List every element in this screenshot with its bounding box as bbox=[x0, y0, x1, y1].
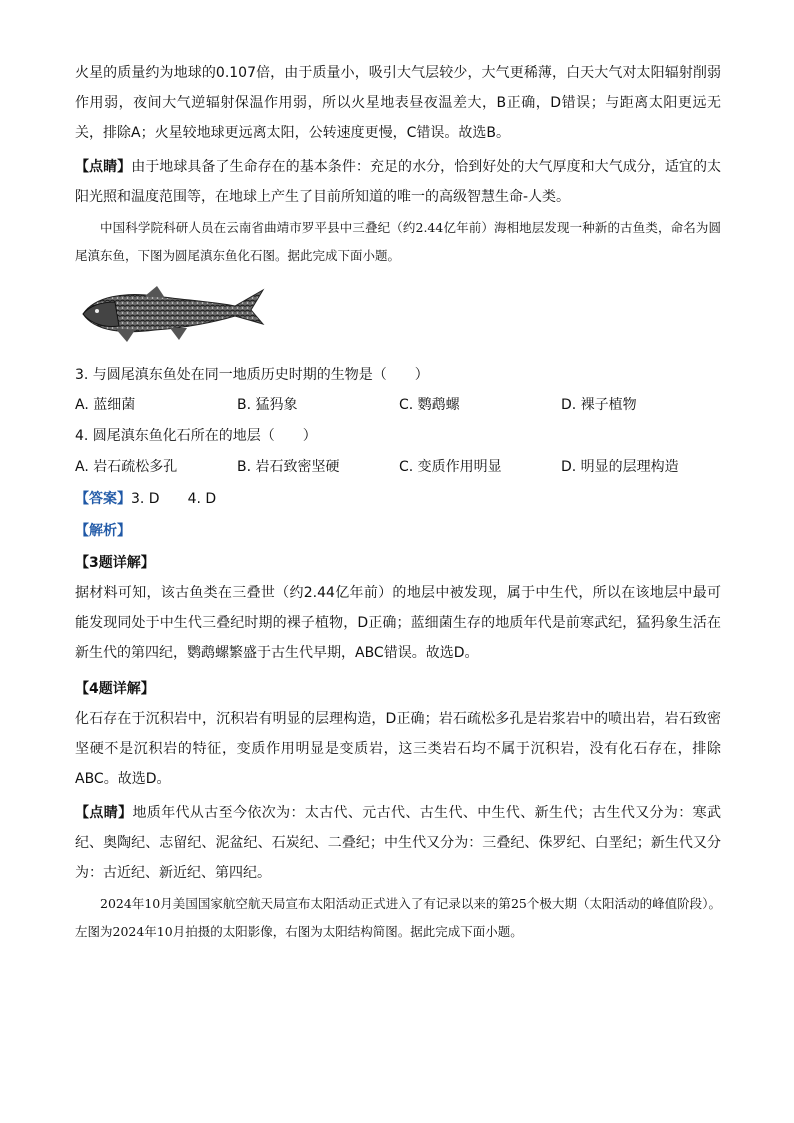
answer-line bbox=[75, 484, 721, 514]
tip-2-text: 地质年代从古至今依次为：太古代、元古代、古生代、中生代、新生代；古生代又分为：寒武纪、奥陶纪、志留纪、泥盆纪、石炭纪、二叠纪；中生代又分为：三叠纪、侏罗纪、白垩纪；新生代又分为：古近纪、新近纪、第四纪。 bbox=[75, 805, 722, 881]
explanation-paragraph: 火星的质量约为地球的0.107倍，由于质量小，吸引大气层较少，大气更稀薄，白天大气对太阳辐射削弱作用弱，夜间大气逆辐射保温作用弱，所以火星地表昼夜温差大，B正确，D错误；与距离太阳更远无关，排除A；火星较地球更远离太阳，公转速度更慢，C错误。故选B。 bbox=[75, 65, 721, 141]
question-4-options bbox=[75, 452, 721, 482]
answer-tag: 【答案】 bbox=[75, 491, 131, 507]
q4-option-a[interactable]: A. 岩石疏松多孔 bbox=[75, 459, 178, 475]
detail-4-text: 化石存在于沉积岩中，沉积岩有明显的层理构造，D正确；岩石疏松多孔是岩浆岩中的喷出岩，岩石致密坚硬不是沉积岩的特征，变质作用明显是变质岩，这三类岩石均不属于沉积岩，没有化石存在，排除ABC。故选D。 bbox=[75, 711, 721, 787]
material-paragraph-2: 2024年10月美国国家航空航天局宣布太阳活动正式进入了有记录以来的第25个极大期（太阳活动的峰值阶段）。左图为2024年10月拍摄的太阳影像，右图为太阳结构简图。据此完成下面小题。 bbox=[75, 896, 721, 939]
q4-option-d[interactable]: D. 明显的层理构造 bbox=[561, 459, 679, 475]
tip-tag: 【点睛】 bbox=[75, 159, 132, 175]
question-3-options bbox=[75, 390, 721, 420]
q3-option-d[interactable]: D. 裸子植物 bbox=[561, 397, 637, 413]
detail-4-heading: 【4题详解】 bbox=[75, 681, 155, 697]
q3-option-c[interactable]: C. 鹦鹉螺 bbox=[399, 397, 460, 413]
fish-fossil-image bbox=[75, 284, 265, 344]
tip-paragraph-2 bbox=[75, 798, 721, 888]
answer-text: 3. D 4. D bbox=[131, 491, 217, 507]
q4-option-c[interactable]: C. 变质作用明显 bbox=[399, 459, 502, 475]
analysis-heading: 【解析】 bbox=[75, 523, 131, 539]
detail-3-text: 据材料可知，该古鱼类在三叠世（约2.44亿年前）的地层中被发现，属于中生代，所以在该地层中最可能发现同处于中生代三叠纪时期的裸子植物，D正确；蓝细菌生存的地质年代是前寒武纪，猛犸象生活在新生代的第四纪，鹦鹉螺繁盛于古生代早期，ABC错误。故选D。 bbox=[75, 585, 721, 661]
material-paragraph-1: 中国科学院科研人员在云南省曲靖市罗平县中三叠纪（约2.44亿年前）海相地层发现一种新的古鱼类，命名为圆尾滇东鱼，下图为圆尾滇东鱼化石图。据此完成下面小题。 bbox=[75, 220, 721, 263]
tip-text: 由于地球具备了生命存在的基本条件：充足的水分，恰到好处的大气厚度和大气成分，适宜的太阳光照和温度范围等，在地球上产生了目前所知道的唯一的高级智慧生命-人类。 bbox=[75, 159, 722, 205]
detail-3-heading: 【3题详解】 bbox=[75, 555, 155, 571]
tip-2-tag: 【点睛】 bbox=[75, 805, 133, 821]
q3-option-a[interactable]: A. 蓝细菌 bbox=[75, 397, 136, 413]
question-4-stem: 4. 圆尾滇东鱼化石所在的地层（ ） bbox=[75, 428, 317, 444]
q3-option-b[interactable]: B. 猛犸象 bbox=[237, 397, 298, 413]
tip-paragraph-1 bbox=[75, 152, 721, 212]
q4-option-b[interactable]: B. 岩石致密坚硬 bbox=[237, 459, 340, 475]
question-3-stem: 3. 与圆尾滇东鱼处在同一地质历史时期的生物是（ ） bbox=[75, 367, 429, 383]
